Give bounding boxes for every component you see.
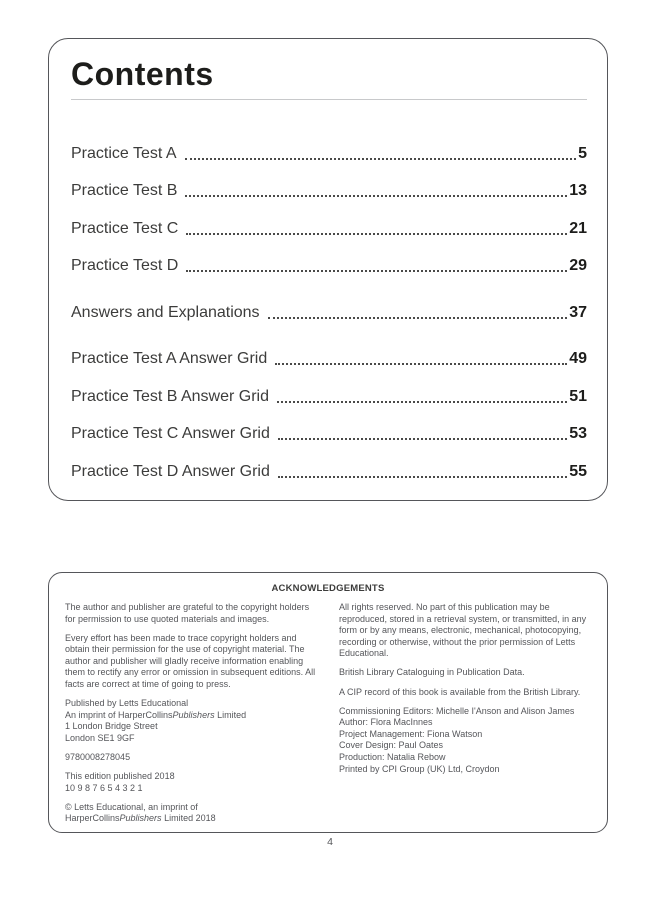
credit-cover-design: Cover Design: Paul Oates xyxy=(339,740,444,751)
toc-entry-label: Practice Test C Answer Grid xyxy=(71,425,270,442)
toc-entry-label: Practice Test B Answer Grid xyxy=(71,387,269,405)
imprint-suffix: Limited xyxy=(214,709,247,720)
toc-entry-label: Practice Test B xyxy=(71,182,178,199)
toc-entry-page: 49 xyxy=(569,350,587,367)
toc-entry-page: 37 xyxy=(569,303,587,321)
toc-entry-practice-test-d-answer-grid xyxy=(71,458,587,482)
toc-entry-page: 5 xyxy=(578,144,587,162)
acknowledgements-box xyxy=(48,572,608,833)
acknowledgements-columns xyxy=(65,602,591,833)
dotted-leader xyxy=(278,476,567,478)
imprint-prefix: An imprint of HarperCollins xyxy=(65,709,173,720)
credit-project-management: Project Management: Fiona Watson xyxy=(339,728,483,739)
credit-author: Author: Flora MacInnes xyxy=(339,717,433,728)
toc-entry-label: Practice Test C xyxy=(71,219,179,237)
print-run-line: 10 9 8 7 6 5 4 3 2 1 xyxy=(65,782,143,793)
toc-entry-answers-and-explanations xyxy=(71,299,587,323)
toc-entry-practice-test-b xyxy=(71,178,587,202)
isbn: 9780008278045 xyxy=(65,752,131,763)
toc-entry-label: Practice Test A xyxy=(71,144,177,162)
publisher-address-block xyxy=(65,698,317,744)
publisher-line: Published by Letts Educational xyxy=(65,698,189,709)
credit-printer: Printed by CPI Group (UK) Ltd, Croydon xyxy=(339,763,500,774)
copyright-suffix: Limited 2018 xyxy=(161,813,216,824)
copyright-italic: Publishers xyxy=(119,813,162,824)
toc-entry-label: Practice Test A Answer Grid xyxy=(71,350,268,367)
address-line-1: 1 London Bridge Street xyxy=(65,721,158,732)
toc-entry-practice-test-a xyxy=(71,140,587,164)
copyright-holders-paragraph: The author and publisher are grateful to the copyright holders for permission to use quoted materials and images. xyxy=(65,602,310,624)
toc-entry-page: 55 xyxy=(569,462,587,480)
toc-entry-label: Answers and Explanations xyxy=(71,303,260,321)
title-rule xyxy=(71,99,587,100)
dotted-leader xyxy=(275,363,567,365)
page-number: 4 xyxy=(327,836,333,848)
acknowledgements-left-column xyxy=(65,602,317,833)
acknowledgements-right-column xyxy=(339,602,591,833)
british-library-paragraph: British Library Cataloguing in Publication Data. xyxy=(339,667,525,678)
dotted-leader xyxy=(185,158,577,160)
copyright-prefix: HarperCollins xyxy=(65,813,120,824)
toc-entry-practice-test-d xyxy=(71,253,587,277)
dotted-leader xyxy=(278,438,567,440)
credits-block xyxy=(339,706,591,776)
dotted-leader xyxy=(186,233,567,235)
address-line-2: London SE1 9GF xyxy=(65,732,135,743)
toc-entry-label: Practice Test D Answer Grid xyxy=(71,462,270,480)
credit-production: Production: Natalia Rebow xyxy=(339,752,446,763)
contents-box xyxy=(48,38,608,501)
toc-entry-page: 53 xyxy=(569,425,587,442)
toc-entry-practice-test-c xyxy=(71,215,587,239)
acknowledgements-heading: ACKNOWLEDGEMENTS xyxy=(271,583,385,594)
edition-line: This edition published 2018 xyxy=(65,771,175,782)
toc-entry-page: 21 xyxy=(569,219,587,237)
every-effort-paragraph: Every effort has been made to trace copyright holders and obtain their permission for the use of copyright material. The author and publisher will gladly receive information enabling them to rectify any error or omission in subsequent editions. All facts are correct at time of going to press. xyxy=(65,632,316,690)
dotted-leader xyxy=(186,270,567,272)
cip-record-paragraph: A CIP record of this book is available from the British Library. xyxy=(339,686,581,697)
toc-list xyxy=(71,140,587,482)
dotted-leader xyxy=(277,401,567,403)
edition-block xyxy=(65,771,317,794)
all-rights-reserved-paragraph: All rights reserved. No part of this publication may be reproduced, stored in a retrieval system, or transmitted, in any form or by any means, electronic, mechanical, photocopying, recording or otherwise, without the prior permission of Letts Educational. xyxy=(339,602,587,659)
contents-title: Contents xyxy=(71,56,214,92)
toc-entry-label: Practice Test D xyxy=(71,257,179,274)
toc-entry-practice-test-b-answer-grid xyxy=(71,383,587,407)
toc-entry-page: 29 xyxy=(569,257,587,274)
dotted-leader xyxy=(185,195,567,197)
imprint-italic: Publishers xyxy=(172,709,215,720)
toc-entry-page: 51 xyxy=(569,387,587,405)
dotted-leader xyxy=(268,317,568,319)
credit-commissioning-editors: Commissioning Editors: Michelle I'Anson and Alison James xyxy=(339,705,575,716)
copyright-block xyxy=(65,802,317,825)
copyright-line-1: © Letts Educational, an imprint of xyxy=(65,801,198,812)
toc-entry-practice-test-c-answer-grid xyxy=(71,421,587,445)
toc-entry-practice-test-a-answer-grid xyxy=(71,346,587,370)
toc-entry-page: 13 xyxy=(569,182,587,199)
